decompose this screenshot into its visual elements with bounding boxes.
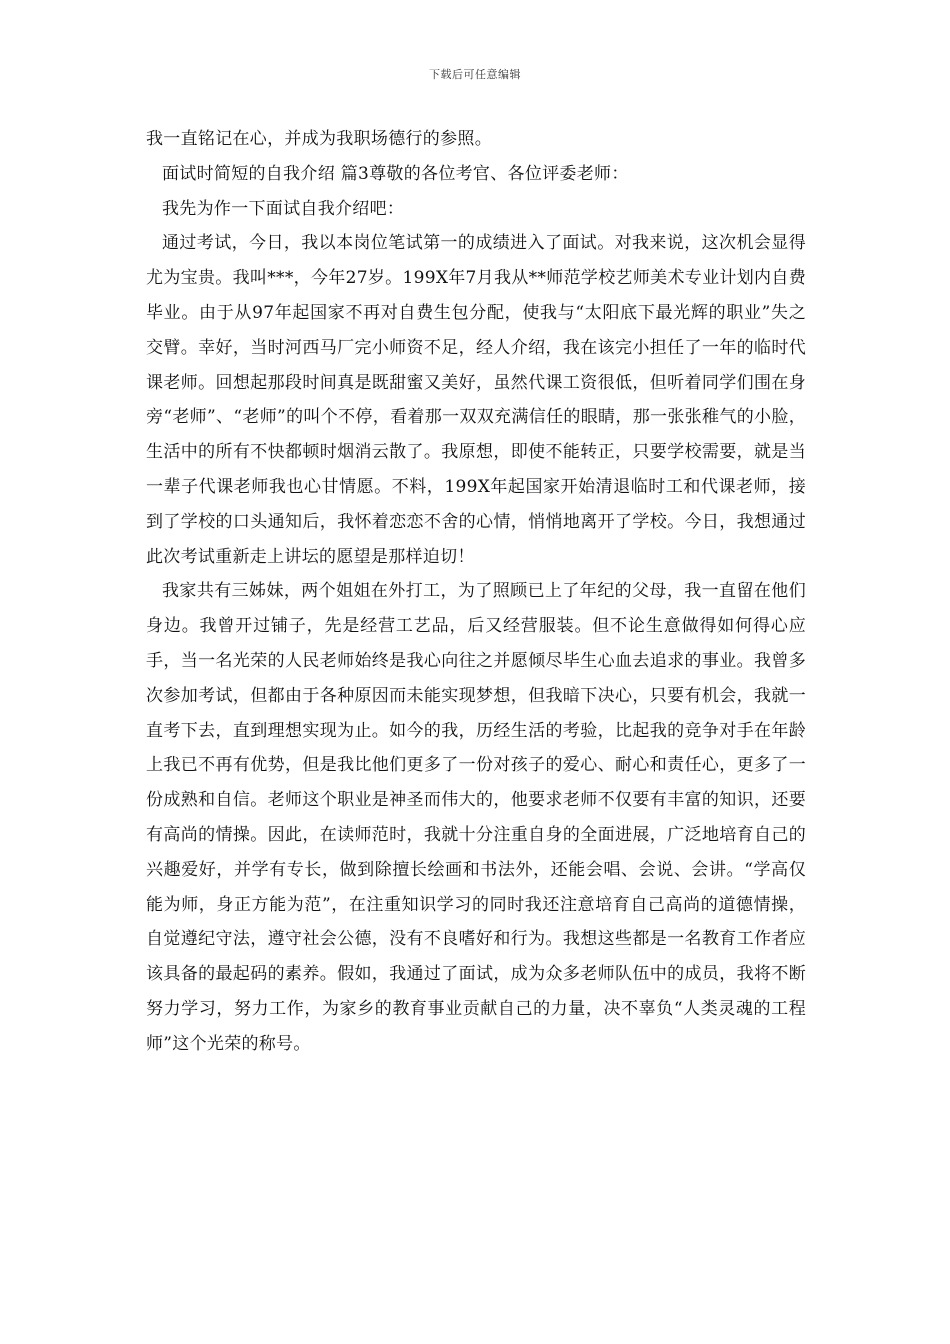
document-body	[146, 122, 806, 1062]
page-header: 下载后可任意编辑	[429, 68, 521, 81]
paragraph-1: 我一直铭记在心，并成为我职场德行的参照。	[146, 129, 492, 149]
paragraph-4: 通过考试，今日，我以本岗位笔试第一的成绩进入了面试。对我来说，这次机会显得尤为宝贵。我叫***，今年27岁。199X年7月我从**师范学校艺师美术专业计划内自费毕业。由于从97年起国家不再对自费生包分配，使我与“太阳底下最光辉的职业”失之交臂。幸好，当时河西马厂完小师资不足，经人介绍，我在该完小担任了一年的临时代课老师。回想起那段时间真是既甜蜜又美好，虽然代课工资很低，但听着同学们围在身旁“老师”、“老师”的叫个不停，看着那一双双充满信任的眼睛，那一张张稚气的小脸，生活中的所有不快都顿时烟消云散了。我原想，即使不能转正，只要学校需要，就是当一辈子代课老师我也心甘情愿。不料，199X年起国家开始清退临时工和代课老师，接到了学校的口头通知后，我怀着恋恋不舍的心情，悄悄地离开了学校。今日，我想通过此次考试重新走上讲坛的愿望是那样迫切！	[146, 233, 806, 567]
paragraph-5: 我家共有三姊妹，两个姐姐在外打工，为了照顾已上了年纪的父母，我一直留在他们身边。我曾开过铺子，先是经营工艺品，后又经营服装。但不论生意做得如何得心应手，当一名光荣的人民老师始终是我心向往之并愿倾尽毕生心血去追求的事业。我曾多次参加考试，但都由于各种原因而未能实现梦想，但我暗下决心，只要有机会，我就一直考下去，直到理想实现为止。如今的我，历经生活的考验，比起我的竞争对手在年龄上我已不再有优势，但是我比他们更多了一份对孩子的爱心、耐心和责任心，更多了一份成熟和自信。老师这个职业是神圣而伟大的，他要求老师不仅要有丰富的知识，还要有高尚的情操。因此，在读师范时，我就十分注重自身的全面进展，广泛地培育自己的兴趣爱好，并学有专长，做到除擅长绘画和书法外，还能会唱、会说、会讲。“学高仅能为师，身正方能为范”，在注重知识学习的同时我还注意培育自己高尚的道德情操，自觉遵纪守法，遵守社会公德，没有不良嗜好和行为。我想这些都是一名教育工作者应该具备的最起码的素养。假如，我通过了面试，成为众多老师队伍中的成员，我将不断努力学习，努力工作，为家乡的教育事业贡献自己的力量，决不辜负“人类灵魂的工程师”这个光荣的称号。	[146, 581, 806, 1054]
paragraph-3: 我先为作一下面试自我介绍吧：	[162, 198, 405, 219]
paragraph-2: 面试时简短的自我介绍 篇3尊敬的各位考官、各位评委老师：	[162, 163, 629, 184]
